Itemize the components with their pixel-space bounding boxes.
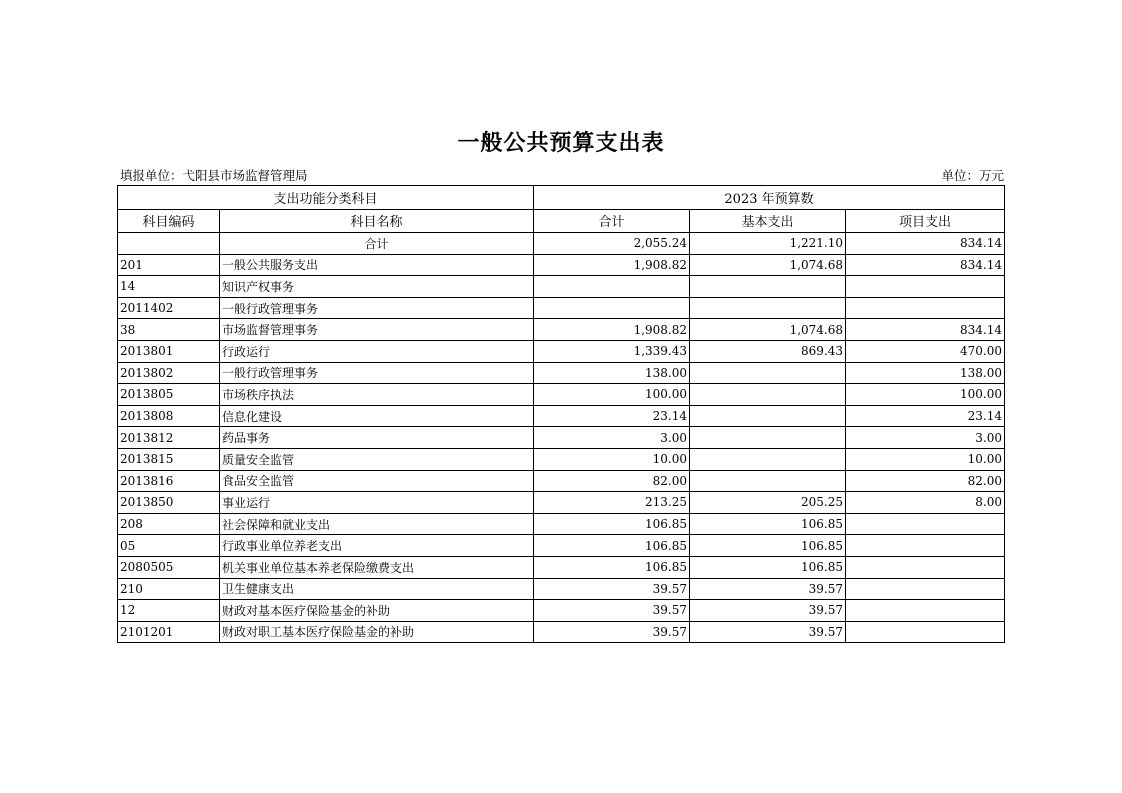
table-row	[118, 448, 1005, 470]
cell-name: 市场秩序执法	[220, 384, 534, 406]
cell-name: 行政事业单位养老支出	[220, 535, 534, 557]
cell-name: 一般行政管理事务	[220, 297, 534, 319]
currency-unit: 单位：万元	[941, 168, 1004, 183]
cell-name: 卫生健康支出	[220, 578, 534, 600]
cell-name: 市场监督管理事务	[220, 319, 534, 341]
cell-basic: 106.85	[690, 556, 846, 578]
header-budget-year: 2023 年预算数	[534, 186, 1005, 210]
cell-total: 106.85	[534, 513, 690, 535]
cell-total: 138.00	[534, 362, 690, 384]
table-row	[118, 297, 1005, 319]
cell-project: 82.00	[846, 470, 1005, 492]
cell-basic: 1,074.68	[690, 254, 846, 276]
cell-code: 208	[118, 513, 220, 535]
cell-basic	[690, 405, 846, 427]
cell-project: 470.00	[846, 340, 1005, 362]
page-title: 一般公共预算支出表	[457, 131, 665, 156]
cell-name: 一般行政管理事务	[220, 362, 534, 384]
cell-total: 39.57	[534, 578, 690, 600]
cell-code: 14	[118, 276, 220, 298]
cell-code	[118, 233, 220, 255]
cell-project: 138.00	[846, 362, 1005, 384]
header-function-classification: 支出功能分类科目	[118, 186, 534, 210]
table-row	[118, 233, 1005, 255]
budget-table	[117, 185, 1005, 643]
table-row	[118, 384, 1005, 406]
cell-code: 201	[118, 254, 220, 276]
cell-basic: 869.43	[690, 340, 846, 362]
cell-total: 100.00	[534, 384, 690, 406]
cell-name: 机关事业单位基本养老保险缴费支出	[220, 556, 534, 578]
cell-code: 2013850	[118, 492, 220, 514]
cell-name: 合计	[220, 233, 534, 255]
cell-total: 23.14	[534, 405, 690, 427]
cell-name: 食品安全监管	[220, 470, 534, 492]
cell-code: 05	[118, 535, 220, 557]
reporting-unit: 填报单位：弋阳县市场监督管理局	[120, 168, 308, 183]
table-body	[118, 233, 1005, 643]
header-project: 项目支出	[846, 209, 1005, 233]
table-row	[118, 276, 1005, 298]
cell-project	[846, 535, 1005, 557]
cell-code: 210	[118, 578, 220, 600]
table-row	[118, 319, 1005, 341]
table-row	[118, 405, 1005, 427]
cell-total	[534, 297, 690, 319]
cell-basic: 1,221.10	[690, 233, 846, 255]
cell-total: 3.00	[534, 427, 690, 449]
cell-basic	[690, 470, 846, 492]
cell-basic	[690, 276, 846, 298]
cell-code: 2080505	[118, 556, 220, 578]
cell-name: 社会保障和就业支出	[220, 513, 534, 535]
cell-code: 2013816	[118, 470, 220, 492]
cell-project	[846, 578, 1005, 600]
cell-total: 1,908.82	[534, 254, 690, 276]
cell-code: 12	[118, 600, 220, 622]
table-row	[118, 513, 1005, 535]
cell-total	[534, 276, 690, 298]
cell-project	[846, 513, 1005, 535]
header-column-row	[118, 209, 1005, 233]
cell-project: 3.00	[846, 427, 1005, 449]
cell-project: 834.14	[846, 233, 1005, 255]
table-row	[118, 578, 1005, 600]
table-row	[118, 600, 1005, 622]
cell-total: 2,055.24	[534, 233, 690, 255]
header-basic: 基本支出	[690, 209, 846, 233]
cell-basic: 39.57	[690, 578, 846, 600]
cell-name: 一般公共服务支出	[220, 254, 534, 276]
cell-code: 2013801	[118, 340, 220, 362]
cell-code: 2013812	[118, 427, 220, 449]
cell-project	[846, 297, 1005, 319]
cell-basic: 106.85	[690, 535, 846, 557]
cell-name: 财政对基本医疗保险基金的补助	[220, 600, 534, 622]
cell-name: 事业运行	[220, 492, 534, 514]
cell-basic: 39.57	[690, 621, 846, 643]
cell-project	[846, 621, 1005, 643]
cell-code: 2013805	[118, 384, 220, 406]
cell-total: 39.57	[534, 621, 690, 643]
cell-project: 8.00	[846, 492, 1005, 514]
cell-basic	[690, 297, 846, 319]
header-name: 科目名称	[220, 209, 534, 233]
cell-basic	[690, 427, 846, 449]
header-total: 合计	[534, 209, 690, 233]
table-header	[118, 186, 1005, 233]
cell-project	[846, 276, 1005, 298]
cell-name: 行政运行	[220, 340, 534, 362]
table-row	[118, 535, 1005, 557]
cell-total: 106.85	[534, 535, 690, 557]
cell-total: 1,908.82	[534, 319, 690, 341]
cell-basic	[690, 448, 846, 470]
cell-basic: 1,074.68	[690, 319, 846, 341]
cell-total: 39.57	[534, 600, 690, 622]
cell-project	[846, 556, 1005, 578]
cell-total: 1,339.43	[534, 340, 690, 362]
cell-basic: 106.85	[690, 513, 846, 535]
table-row	[118, 254, 1005, 276]
table-row	[118, 470, 1005, 492]
cell-total: 213.25	[534, 492, 690, 514]
cell-basic: 205.25	[690, 492, 846, 514]
cell-project	[846, 600, 1005, 622]
table-row	[118, 621, 1005, 643]
table-row	[118, 492, 1005, 514]
cell-basic	[690, 362, 846, 384]
cell-project: 10.00	[846, 448, 1005, 470]
table-row	[118, 427, 1005, 449]
cell-name: 财政对职工基本医疗保险基金的补助	[220, 621, 534, 643]
cell-code: 2013815	[118, 448, 220, 470]
cell-name: 质量安全监管	[220, 448, 534, 470]
cell-code: 2013802	[118, 362, 220, 384]
cell-basic	[690, 384, 846, 406]
table-row	[118, 362, 1005, 384]
header-code: 科目编码	[118, 209, 220, 233]
cell-project: 834.14	[846, 254, 1005, 276]
header-group-row	[118, 186, 1005, 210]
cell-project: 834.14	[846, 319, 1005, 341]
cell-project: 23.14	[846, 405, 1005, 427]
cell-code: 38	[118, 319, 220, 341]
cell-total: 10.00	[534, 448, 690, 470]
cell-basic: 39.57	[690, 600, 846, 622]
cell-code: 2013808	[118, 405, 220, 427]
cell-code: 2101201	[118, 621, 220, 643]
table-row	[118, 340, 1005, 362]
cell-code: 2011402	[118, 297, 220, 319]
table-row	[118, 556, 1005, 578]
cell-name: 信息化建设	[220, 405, 534, 427]
cell-total: 106.85	[534, 556, 690, 578]
cell-total: 82.00	[534, 470, 690, 492]
cell-project: 100.00	[846, 384, 1005, 406]
cell-name: 知识产权事务	[220, 276, 534, 298]
cell-name: 药品事务	[220, 427, 534, 449]
